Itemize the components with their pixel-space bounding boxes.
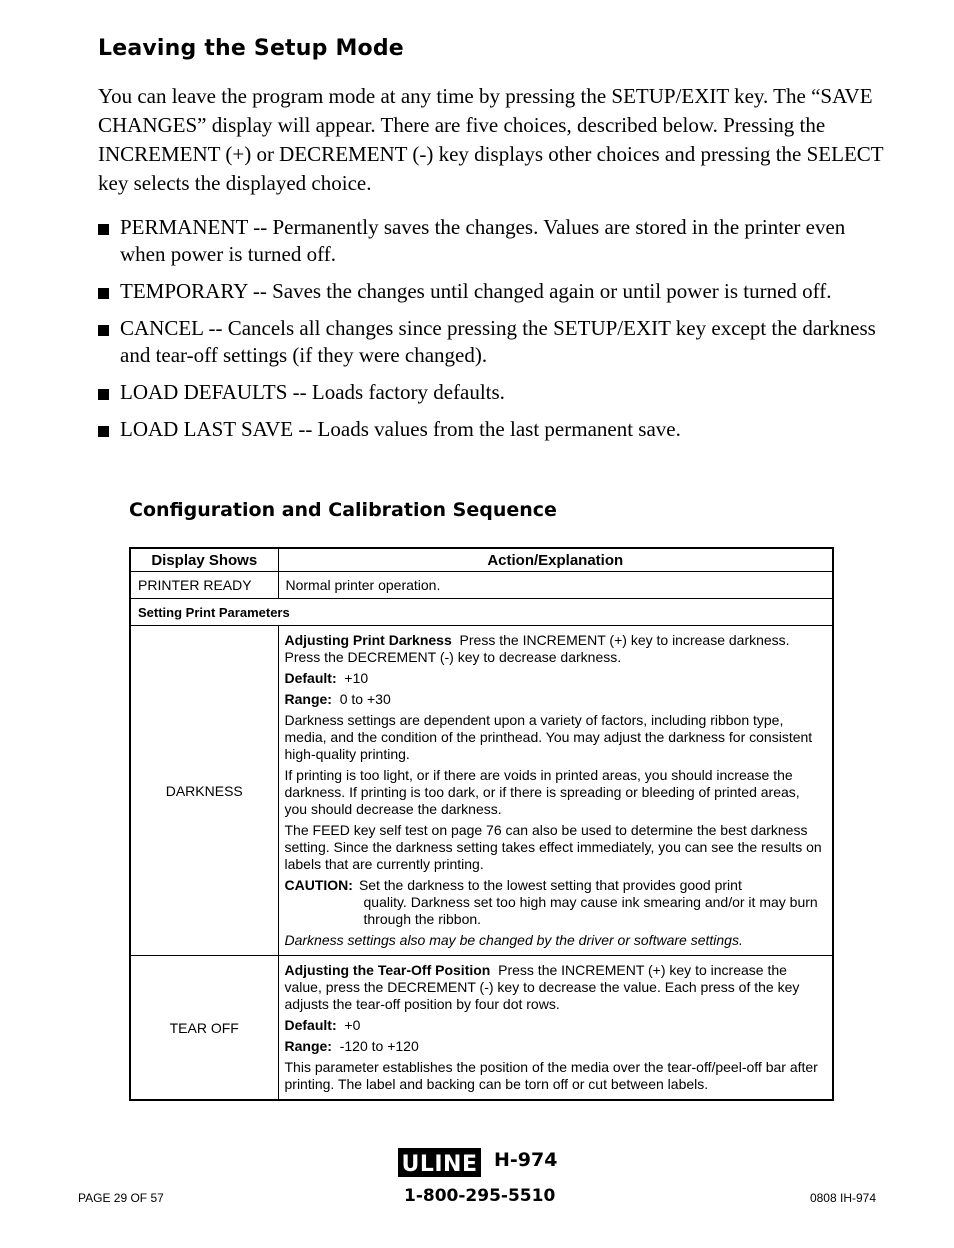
section-title: Configuration and Calibration Sequence <box>129 499 557 521</box>
caution-label: CAUTION: <box>284 877 353 893</box>
save-options-list <box>98 214 888 453</box>
phone-number: 1-800-295-5510 <box>404 1186 556 1206</box>
action-cell <box>278 626 833 956</box>
intro-paragraph: You can leave the program mode at any time by pressing the SETUP/EXIT key. The “SAVE CHANGES” display will appear. There are five choices, described below. Pressing the INCREMENT (+) or DECREMENT (-) key displays other choices and pressing the SELECT key selects the displayed choice. <box>98 84 884 195</box>
model-number: H-974 <box>494 1149 558 1171</box>
info-paragraph: Darkness settings are dependent upon a variety of factors, including ribbon type, media, and the condition of the printhead. You may adjust the darkness for consistent high-quality printing. <box>284 712 813 762</box>
table-row <box>130 572 833 599</box>
range-value: 0 to +30 <box>339 691 391 707</box>
range-label: Range: <box>284 691 332 707</box>
driver-note: Darkness settings also may be changed by the driver or software settings. <box>284 932 743 948</box>
square-bullet-icon <box>98 389 109 400</box>
document-code: 0808 IH-974 <box>809 1191 876 1205</box>
display-cell: DARKNESS <box>130 626 278 956</box>
range-value: -120 to +120 <box>339 1038 419 1054</box>
setting-description: Press the INCREMENT (+) key to increase darkness. Press the DECREMENT (-) key to decrease darkness. <box>284 632 790 665</box>
table-row <box>130 626 833 956</box>
bullet-text: LOAD LAST SAVE -- Loads values from the last permanent save. <box>120 417 681 441</box>
list-item <box>98 315 888 369</box>
setting-title: Adjusting Print Darkness <box>284 632 452 648</box>
page-number: PAGE 29 OF 57 <box>78 1191 164 1205</box>
square-bullet-icon <box>98 325 109 336</box>
action-cell <box>278 956 833 1101</box>
range-label: Range: <box>284 1038 332 1054</box>
square-bullet-icon <box>98 426 109 437</box>
page-heading: Leaving the Setup Mode <box>98 36 404 61</box>
caution-text: Set the darkness to the lowest setting that provides good print <box>358 877 742 893</box>
display-cell: PRINTER READY <box>130 572 278 599</box>
caution-block <box>285 877 827 928</box>
bullet-text: LOAD DEFAULTS -- Loads factory defaults. <box>120 380 505 404</box>
setting-description: Press the INCREMENT (+) key to increase the value, press the DECREMENT (-) key to decrease the value. Each press of the key adjusts the tear-off position by four dot rows. <box>284 962 800 1012</box>
default-value: +10 <box>344 670 369 686</box>
default-label: Default: <box>284 1017 337 1033</box>
section-label: Setting Print Parameters <box>130 599 833 626</box>
configuration-table <box>129 547 834 1101</box>
square-bullet-icon <box>98 224 109 235</box>
setting-title: Adjusting the Tear-Off Position <box>284 962 491 978</box>
default-value: +0 <box>344 1017 361 1033</box>
column-header-display: Display Shows <box>130 548 278 572</box>
action-cell: Normal printer operation. <box>278 572 833 599</box>
list-item <box>98 278 888 305</box>
list-item <box>98 379 888 406</box>
table-section-row <box>130 599 833 626</box>
list-item <box>98 214 888 268</box>
bullet-text: PERMANENT -- Permanently saves the changes. Values are stored in the printer even when power is turned off. <box>120 215 846 266</box>
square-bullet-icon <box>98 288 109 299</box>
list-item <box>98 416 888 443</box>
bullet-text: TEMPORARY -- Saves the changes until changed again or until power is turned off. <box>120 279 832 303</box>
default-label: Default: <box>284 670 337 686</box>
table-header-row <box>130 548 833 572</box>
info-paragraph: If printing is too light, or if there are voids in printed areas, you should increase the darkness. If printing is too dark, or if there is spreading or bleeding of printed areas, you should decrease the darkness. <box>284 767 800 817</box>
bullet-text: CANCEL -- Cancels all changes since pressing the SETUP/EXIT key except the darkness and tear-off settings (if they were changed). <box>120 316 876 367</box>
display-cell: TEAR OFF <box>130 956 278 1101</box>
info-paragraph: The FEED key self test on page 76 can also be used to determine the best darkness setting. Since the darkness setting takes effect immediately, you can see the results on labels that are currently printing. <box>284 822 822 872</box>
uline-logo: ULINE <box>398 1148 481 1177</box>
column-header-action: Action/Explanation <box>278 548 833 572</box>
table-row <box>130 956 833 1101</box>
info-paragraph: This parameter establishes the position of the media over the tear-off/peel-off bar after printing. The label and backing can be torn off or cut between labels. <box>284 1059 818 1092</box>
caution-text-continued: quality. Darkness set too high may cause ink smearing and/or it may burn through the ribbon. <box>363 894 818 927</box>
